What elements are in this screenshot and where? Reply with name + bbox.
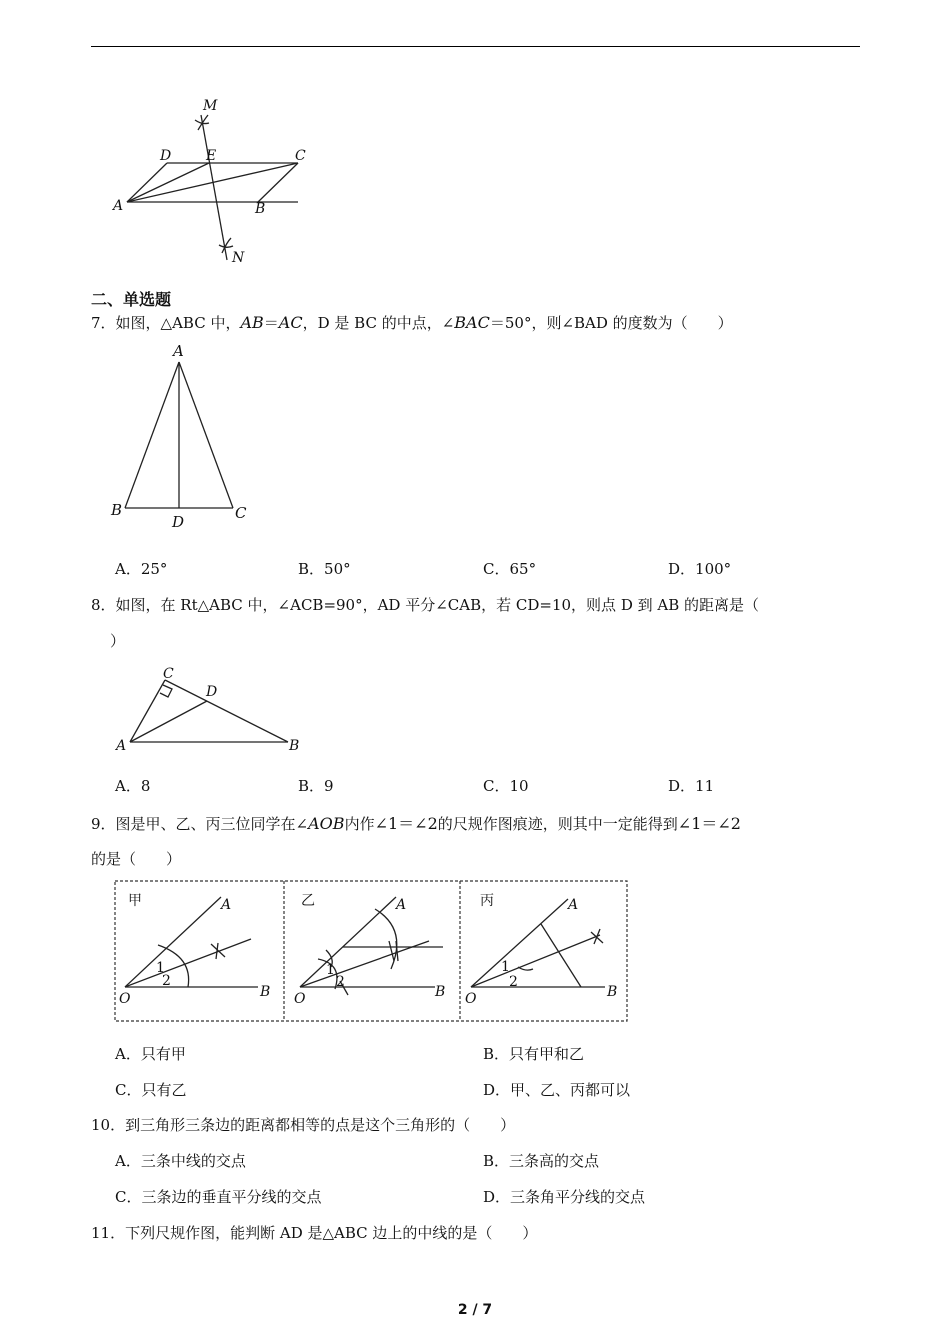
q7-option-a[interactable]: A．25° xyxy=(115,560,168,578)
page-number: 2 / 7 xyxy=(457,1302,493,1318)
q9-angle-eq-2: ∠1＝∠2 xyxy=(677,814,741,833)
panel-jia-B: B xyxy=(260,984,271,1000)
figure-q7-triangle xyxy=(105,340,255,535)
q9-text-2: 内作 xyxy=(344,815,375,833)
panel-yi-title: 乙 xyxy=(301,893,315,909)
label-C: C xyxy=(295,148,306,164)
panel-jia-A: A xyxy=(221,897,232,913)
header-rule xyxy=(91,46,860,47)
panel-bing-2: 2 xyxy=(509,974,518,990)
panel-yi-B: B xyxy=(435,984,446,1000)
panel-jia-O: O xyxy=(119,991,131,1007)
panel-yi-1: 1 xyxy=(326,962,335,978)
q8-option-d[interactable]: D．11 xyxy=(668,777,715,795)
panel-bing-B: B xyxy=(607,984,618,1000)
q9-angle-eq: ∠1＝∠2 xyxy=(374,814,438,833)
q9-text: 9．图是甲、乙、丙三位同学在 xyxy=(91,815,296,833)
q10-option-c[interactable]: C．三条边的垂直平分线的交点 xyxy=(115,1188,322,1206)
label-E: E xyxy=(206,148,217,164)
q9-angle-sign: ∠ xyxy=(295,815,309,833)
figure-parallelogram xyxy=(105,95,320,270)
q7-label-C: C xyxy=(235,504,247,522)
q10-option-d[interactable]: D．三条角平分线的交点 xyxy=(483,1188,646,1206)
panel-bing-title: 丙 xyxy=(480,893,494,909)
q8-label-D: D xyxy=(206,684,218,700)
q8-label-A: A xyxy=(116,738,127,754)
q7-bac: BAC xyxy=(454,313,490,332)
q8-label-B: B xyxy=(289,738,300,754)
label-A: A xyxy=(113,198,124,214)
q7-angle-sign: ∠ xyxy=(441,314,455,332)
q9-option-a[interactable]: A．只有甲 xyxy=(115,1045,186,1063)
q8-label-C: C xyxy=(163,666,174,682)
panel-yi xyxy=(294,893,445,1007)
q7-text: 7．如图，△ABC 中， xyxy=(91,314,241,332)
q7-label-B: B xyxy=(111,501,123,519)
panel-jia-1: 1 xyxy=(156,960,165,976)
figure-q8-triangle xyxy=(110,662,310,757)
q7-text-2: ，D 是 BC 的中点， xyxy=(302,314,442,332)
question-7 xyxy=(91,312,733,333)
q7-option-b[interactable]: B．50° xyxy=(298,560,351,578)
q10-option-a[interactable]: A．三条中线的交点 xyxy=(115,1152,246,1170)
panel-jia xyxy=(119,893,270,1007)
q7-text-3: ＝50°，则∠BAD 的度数为（ ） xyxy=(489,314,733,332)
question-11: 11．下列尺规作图，能判断 AD 是△ABC 边上的中线的是（ ） xyxy=(91,1224,538,1242)
question-9-line2: 的是（ ） xyxy=(91,850,182,868)
label-D: D xyxy=(160,148,172,164)
q9-option-d[interactable]: D．甲、乙、丙都可以 xyxy=(483,1081,631,1099)
q9-option-b[interactable]: B．只有甲和乙 xyxy=(483,1045,585,1063)
q9-aob: AOB xyxy=(308,814,345,833)
q7-eq: ＝ xyxy=(263,314,279,332)
figure-q9-panels xyxy=(113,879,631,1025)
panel-jia-title: 甲 xyxy=(128,893,142,909)
q9-text-3: 的尺规作图痕迹，则其中一定能得到 xyxy=(437,815,678,833)
panel-yi-A: A xyxy=(396,897,407,913)
q9-option-c[interactable]: C．只有乙 xyxy=(115,1081,187,1099)
panel-bing-A: A xyxy=(568,897,579,913)
q7-ac: AC xyxy=(278,313,303,332)
panel-jia-2: 2 xyxy=(162,973,171,989)
question-8-line2: ） xyxy=(110,632,126,650)
label-M: M xyxy=(203,98,218,114)
panel-bing xyxy=(465,893,617,1007)
q8-option-a[interactable]: A．8 xyxy=(115,777,151,795)
panel-yi-2: 2 xyxy=(336,974,345,990)
q8-option-b[interactable]: B．9 xyxy=(298,777,334,795)
q7-label-D: D xyxy=(172,513,185,531)
q10-option-b[interactable]: B．三条高的交点 xyxy=(483,1152,600,1170)
question-8: 8．如图，在 Rt△ABC 中，∠ACB=90°，AD 平分∠CAB，若 CD=10，则点 D 到 AB 的距离是（ xyxy=(91,596,760,614)
q7-label-A: A xyxy=(173,342,184,360)
panel-bing-O: O xyxy=(465,991,477,1007)
panel-bing-1: 1 xyxy=(501,959,510,975)
question-10: 10．到三角形三条边的距离都相等的点是这个三角形的（ ） xyxy=(91,1116,516,1134)
q7-ab: AB xyxy=(240,313,264,332)
label-N: N xyxy=(232,250,245,266)
panel-yi-O: O xyxy=(294,991,306,1007)
q7-option-d[interactable]: D．100° xyxy=(668,560,732,578)
section-title: 二、单选题 xyxy=(91,290,172,309)
q7-option-c[interactable]: C．65° xyxy=(483,560,537,578)
q8-option-c[interactable]: C．10 xyxy=(483,777,529,795)
label-B: B xyxy=(255,201,266,217)
question-9 xyxy=(91,811,741,834)
